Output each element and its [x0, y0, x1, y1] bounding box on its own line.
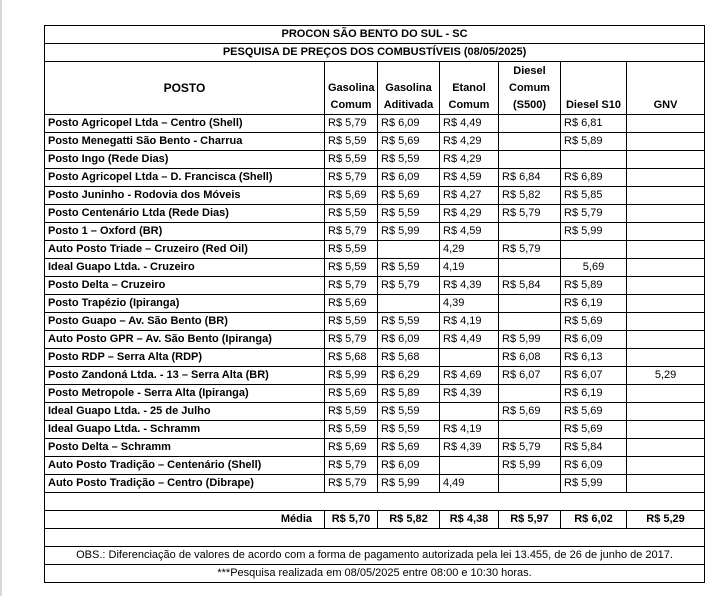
spacer-row [45, 493, 705, 511]
header-diesel-comum-line2: Comum [509, 82, 550, 94]
price-diesel-comum: R$ 5,84 [499, 277, 561, 295]
price-diesel-comum: R$ 5,79 [499, 205, 561, 223]
media-etanol: R$ 4,38 [440, 511, 499, 529]
media-gasolina-aditivada: R$ 5,82 [378, 511, 440, 529]
price-diesel-comum [499, 313, 561, 331]
price-diesel-s10: R$ 5,99 [561, 223, 627, 241]
price-diesel-s10: R$ 6,89 [561, 169, 627, 187]
price-diesel-comum: R$ 5,99 [499, 331, 561, 349]
price-gnv [627, 439, 705, 457]
price-diesel-s10: R$ 5,69 [561, 421, 627, 439]
table-row [45, 223, 705, 241]
pesquisa-note: ***Pesquisa realizada em 08/05/2025 entre 08:00 e 10:30 horas. [45, 565, 705, 583]
posto-name: Posto Delta – Cruzeiro [45, 277, 325, 295]
price-table [44, 25, 705, 583]
price-gnv [627, 115, 705, 133]
posto-name: Posto Guapo – Av. São Bento (BR) [45, 313, 325, 331]
price-etanol: R$ 4,39 [440, 385, 499, 403]
price-diesel-comum: R$ 6,08 [499, 349, 561, 367]
price-diesel-comum [499, 223, 561, 241]
price-gasolina-comum: R$ 5,59 [325, 205, 378, 223]
price-gasolina-aditivada: R$ 5,99 [378, 475, 440, 493]
price-diesel-comum [499, 115, 561, 133]
price-gnv: 5,29 [627, 367, 705, 385]
price-diesel-s10: R$ 5,69 [561, 313, 627, 331]
posto-name: Posto Ingo (Rede Dias) [45, 151, 325, 169]
price-gasolina-aditivada: R$ 5,59 [378, 205, 440, 223]
price-diesel-comum: R$ 5,79 [499, 439, 561, 457]
table-row [45, 421, 705, 439]
posto-name: Auto Posto Tradição – Centenário (Shell) [45, 457, 325, 475]
header-etanol-line2: Comum [448, 99, 490, 111]
media-diesel-comum: R$ 5,97 [499, 511, 561, 529]
price-gnv [627, 205, 705, 223]
price-gasolina-comum: R$ 5,59 [325, 151, 378, 169]
price-etanol: 4,49 [440, 475, 499, 493]
price-gasolina-comum: R$ 5,59 [325, 403, 378, 421]
price-etanol: R$ 4,49 [440, 115, 499, 133]
gap-row [45, 529, 705, 547]
price-etanol: R$ 4,69 [440, 367, 499, 385]
price-etanol: R$ 4,29 [440, 151, 499, 169]
price-gasolina-comum: R$ 5,79 [325, 223, 378, 241]
posto-name: Posto Agricopel Ltda – Centro (Shell) [45, 115, 325, 133]
price-gasolina-aditivada [378, 241, 440, 259]
price-gasolina-comum: R$ 5,79 [325, 331, 378, 349]
posto-name: Posto Centenário Ltda (Rede Dias) [45, 205, 325, 223]
price-diesel-comum: R$ 5,69 [499, 403, 561, 421]
price-gasolina-comum: R$ 5,79 [325, 115, 378, 133]
obs-row [45, 547, 705, 565]
price-gasolina-comum: R$ 5,59 [325, 133, 378, 151]
header-gasolina-aditivada [378, 62, 440, 115]
price-diesel-comum [499, 259, 561, 277]
price-gnv [627, 421, 705, 439]
price-gnv [627, 187, 705, 205]
posto-name: Posto Metropole - Serra Alta (Ipiranga) [45, 385, 325, 403]
table-row [45, 313, 705, 331]
table-row [45, 115, 705, 133]
media-gasolina-comum: R$ 5,70 [325, 511, 378, 529]
media-diesel-s10: R$ 6,02 [561, 511, 627, 529]
header-etanol-line1: Etanol [452, 82, 486, 94]
table-row [45, 205, 705, 223]
price-diesel-s10 [561, 241, 627, 259]
price-diesel-comum [499, 133, 561, 151]
media-label: Média [45, 511, 325, 529]
price-diesel-s10: R$ 6,07 [561, 367, 627, 385]
header-gasolina-aditivada-line1: Gasolina [385, 82, 432, 94]
price-gasolina-aditivada: R$ 6,09 [378, 115, 440, 133]
price-gasolina-aditivada: R$ 5,89 [378, 385, 440, 403]
price-diesel-s10: R$ 6,81 [561, 115, 627, 133]
table-row [45, 151, 705, 169]
posto-name: Auto Posto Tradição – Centro (Dibrape) [45, 475, 325, 493]
price-gnv [627, 241, 705, 259]
posto-name: Posto Juninho - Rodovia dos Móveis [45, 187, 325, 205]
table-row [45, 169, 705, 187]
header-diesel-comum-line3: (S500) [512, 99, 547, 111]
posto-name: Posto Delta – Schramm [45, 439, 325, 457]
header-gasolina-comum [325, 62, 378, 115]
price-gasolina-comum: R$ 5,59 [325, 259, 378, 277]
price-gnv [627, 151, 705, 169]
price-gasolina-aditivada: R$ 5,59 [378, 403, 440, 421]
price-gnv [627, 385, 705, 403]
price-gasolina-comum: R$ 5,69 [325, 385, 378, 403]
price-diesel-s10: R$ 6,19 [561, 295, 627, 313]
price-gasolina-comum: R$ 5,99 [325, 367, 378, 385]
price-diesel-comum: R$ 5,79 [499, 241, 561, 259]
table-row [45, 133, 705, 151]
price-gasolina-comum: R$ 5,59 [325, 241, 378, 259]
price-gasolina-aditivada: R$ 5,69 [378, 133, 440, 151]
posto-name: Posto Trapézio (Ipiranga) [45, 295, 325, 313]
header-gasolina-comum-line1: Gasolina [328, 82, 375, 94]
price-gnv [627, 475, 705, 493]
media-row [45, 511, 705, 529]
obs-note: OBS.: Diferenciação de valores de acordo com a forma de pagamento autorizada pela lei 13.455, de 26 de junho de 2017. [45, 547, 705, 565]
table-row [45, 295, 705, 313]
table-row [45, 349, 705, 367]
price-gasolina-aditivada: R$ 5,69 [378, 187, 440, 205]
price-gasolina-comum: R$ 5,79 [325, 457, 378, 475]
price-gasolina-comum: R$ 5,69 [325, 439, 378, 457]
header-etanol [440, 62, 499, 115]
page-title: PROCON SÃO BENTO DO SUL - SC [45, 26, 705, 44]
posto-name: Posto 1 – Oxford (BR) [45, 223, 325, 241]
price-gnv [627, 133, 705, 151]
posto-name: Posto Agricopel Ltda – D. Francisca (Shell) [45, 169, 325, 187]
header-gnv: GNV [627, 62, 705, 115]
price-etanol: R$ 4,29 [440, 133, 499, 151]
header-diesel-comum-line1: Diesel [513, 65, 546, 77]
header-gasolina-aditivada-line2: Aditivada [383, 99, 434, 111]
header-gasolina-comum-line2: Comum [330, 99, 372, 111]
price-etanol: R$ 4,59 [440, 223, 499, 241]
table-row [45, 241, 705, 259]
table-row [45, 187, 705, 205]
price-etanol [440, 349, 499, 367]
price-etanol: R$ 4,29 [440, 205, 499, 223]
page-edge-line [0, 0, 2, 596]
price-gnv [627, 295, 705, 313]
price-gasolina-aditivada: R$ 5,99 [378, 223, 440, 241]
price-diesel-comum [499, 151, 561, 169]
price-etanol [440, 457, 499, 475]
price-diesel-s10: R$ 5,89 [561, 277, 627, 295]
price-diesel-s10: R$ 5,89 [561, 133, 627, 151]
price-gnv [627, 169, 705, 187]
table-row [45, 385, 705, 403]
table-row [45, 439, 705, 457]
price-gnv [627, 457, 705, 475]
price-diesel-s10: R$ 5,69 [561, 403, 627, 421]
header-posto: POSTO [45, 62, 325, 115]
header-diesel-comum [499, 62, 561, 115]
price-diesel-s10: R$ 6,09 [561, 457, 627, 475]
price-etanol: 4,29 [440, 241, 499, 259]
price-gasolina-aditivada: R$ 5,59 [378, 421, 440, 439]
price-gnv [627, 223, 705, 241]
price-diesel-comum: R$ 6,07 [499, 367, 561, 385]
posto-name: Ideal Guapo Ltda. - Cruzeiro [45, 259, 325, 277]
price-diesel-comum: R$ 5,99 [499, 457, 561, 475]
posto-name: Ideal Guapo Ltda. - 25 de Julho [45, 403, 325, 421]
price-etanol: R$ 4,19 [440, 421, 499, 439]
table-row [45, 277, 705, 295]
posto-name: Posto Zandoná Ltda. - 13 – Serra Alta (BR) [45, 367, 325, 385]
price-gnv [627, 403, 705, 421]
page-subtitle: PESQUISA DE PREÇOS DOS COMBUSTÍVEIS (08/05/2025) [45, 44, 705, 62]
price-gnv [627, 331, 705, 349]
table-row [45, 475, 705, 493]
price-etanol: R$ 4,27 [440, 187, 499, 205]
price-diesel-comum [499, 421, 561, 439]
price-gnv [627, 259, 705, 277]
price-diesel-s10: R$ 5,79 [561, 205, 627, 223]
price-etanol: 4,39 [440, 295, 499, 313]
price-gasolina-aditivada: R$ 5,69 [378, 439, 440, 457]
price-gasolina-comum: R$ 5,79 [325, 169, 378, 187]
price-etanol: 4,19 [440, 259, 499, 277]
price-etanol: R$ 4,19 [440, 313, 499, 331]
price-diesel-s10: 5,69 [561, 259, 627, 277]
price-gasolina-aditivada: R$ 5,79 [378, 277, 440, 295]
price-diesel-s10: R$ 6,19 [561, 385, 627, 403]
price-gasolina-aditivada: R$ 6,09 [378, 169, 440, 187]
price-gasolina-aditivada: R$ 6,09 [378, 331, 440, 349]
column-header-row [45, 62, 705, 115]
table-row [45, 367, 705, 385]
price-etanol: R$ 4,39 [440, 277, 499, 295]
price-diesel-comum [499, 475, 561, 493]
price-gasolina-comum: R$ 5,68 [325, 349, 378, 367]
price-diesel-s10: R$ 6,13 [561, 349, 627, 367]
table-row [45, 457, 705, 475]
posto-name: Posto RDP – Serra Alta (RDP) [45, 349, 325, 367]
price-gasolina-comum: R$ 5,79 [325, 277, 378, 295]
price-gnv [627, 313, 705, 331]
table-row [45, 259, 705, 277]
table-row [45, 403, 705, 421]
price-gnv [627, 349, 705, 367]
price-etanol [440, 403, 499, 421]
price-gasolina-aditivada: R$ 6,29 [378, 367, 440, 385]
price-diesel-s10: R$ 5,85 [561, 187, 627, 205]
price-gasolina-comum: R$ 5,69 [325, 187, 378, 205]
price-diesel-s10: R$ 5,84 [561, 439, 627, 457]
price-gasolina-comum: R$ 5,69 [325, 295, 378, 313]
price-diesel-comum [499, 385, 561, 403]
price-diesel-comum: R$ 5,82 [499, 187, 561, 205]
price-gasolina-aditivada: R$ 5,59 [378, 259, 440, 277]
price-sheet [44, 25, 705, 583]
price-diesel-comum [499, 295, 561, 313]
price-gasolina-aditivada: R$ 6,09 [378, 457, 440, 475]
price-etanol: R$ 4,59 [440, 169, 499, 187]
price-gasolina-comum: R$ 5,59 [325, 421, 378, 439]
price-gnv [627, 277, 705, 295]
price-diesel-s10: R$ 5,99 [561, 475, 627, 493]
price-gasolina-aditivada [378, 295, 440, 313]
posto-name: Auto Posto GPR – Av. São Bento (Ipiranga) [45, 331, 325, 349]
price-gasolina-aditivada: R$ 5,68 [378, 349, 440, 367]
price-diesel-s10: R$ 6,09 [561, 331, 627, 349]
table-row [45, 331, 705, 349]
price-etanol: R$ 4,39 [440, 439, 499, 457]
header-diesel-s10: Diesel S10 [561, 62, 627, 115]
price-gasolina-comum: R$ 5,79 [325, 475, 378, 493]
posto-name: Auto Posto Triade – Cruzeiro (Red Oil) [45, 241, 325, 259]
price-gasolina-aditivada: R$ 5,59 [378, 313, 440, 331]
pesquisa-row [45, 565, 705, 583]
posto-name: Ideal Guapo Ltda. - Schramm [45, 421, 325, 439]
price-gasolina-comum: R$ 5,59 [325, 313, 378, 331]
price-diesel-comum: R$ 6,84 [499, 169, 561, 187]
media-gnv: R$ 5,29 [627, 511, 705, 529]
price-diesel-s10 [561, 151, 627, 169]
price-gasolina-aditivada: R$ 5,59 [378, 151, 440, 169]
posto-name: Posto Menegatti São Bento - Charrua [45, 133, 325, 151]
price-etanol: R$ 4,49 [440, 331, 499, 349]
